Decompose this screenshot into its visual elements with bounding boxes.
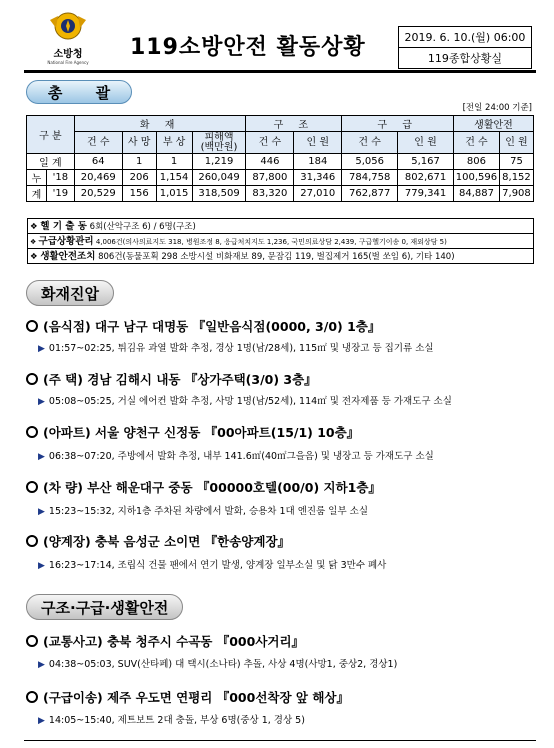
cell: 206	[122, 170, 156, 186]
note-life-safety: ❖ 생활안전조치 806건(동물포획 298 소방시설 비화재보 89, 문잠김 119, 벌집제거 165(벌 쏘임 6), 기타 140)	[28, 248, 533, 263]
incident-title: (음식점) 대구 남구 대명동 『일반음식점(0000, 3/0) 1층』	[26, 317, 380, 335]
agency-name: 소방청	[53, 49, 83, 60]
basis-note: [전일 24:00 기준]	[462, 103, 532, 113]
cell: 5,056	[342, 154, 398, 170]
page-title: 119소방안전 활동상황	[130, 35, 366, 60]
cell: 83,320	[246, 186, 294, 202]
incident-title: (아파트) 서울 양천구 신정동 『00아파트(15/1) 10층』	[26, 423, 359, 441]
cell: 8,152	[499, 170, 533, 186]
date-box	[398, 26, 532, 69]
footer-divider	[24, 740, 536, 741]
col-rescue-people: 인 원	[294, 132, 342, 154]
col-category: 구 분	[27, 116, 75, 154]
incident-title: (차 량) 부산 해운대구 중동 『00000호텔(00/0) 지하1층』	[26, 478, 381, 496]
incident-title: (양계장) 충북 음성군 소이면 『한송양계장』	[26, 532, 290, 550]
table-row	[27, 154, 534, 170]
cell: 84,887	[453, 186, 499, 202]
emblem-icon	[46, 8, 90, 44]
triangle-bullet-icon: ▶	[38, 716, 45, 726]
agency-name-en: National Fire Agency	[47, 60, 89, 65]
triangle-bullet-icon: ▶	[38, 397, 45, 407]
row-label: 계	[27, 186, 47, 202]
table-row	[27, 186, 534, 202]
incident-detail: ▶ 06:38~07:20, 주방에서 발화 추정, 내부 141.6㎡(40㎡그을음) 및 냉장고 등 가재도구 소실	[38, 451, 434, 462]
fire-section-badge: 화재진압	[26, 280, 114, 306]
note-helicopter: ❖ 헬 기 출 동 6회(산악구조 6) / 6명(구조)	[28, 218, 533, 233]
incident-title: (교통사고) 충북 청주시 수곡동 『000사거리』	[26, 632, 304, 650]
col-ems: 구 급	[342, 116, 454, 132]
triangle-bullet-icon: ▶	[38, 660, 45, 670]
cell: 779,341	[398, 186, 454, 202]
row-year: '19	[46, 186, 74, 202]
cell: 762,877	[342, 186, 398, 202]
cell: 318,509	[192, 186, 246, 202]
incident-detail: ▶ 04:38~05:03, SUV(산타페) 대 택시(소나타) 추돌, 사상 4명(사망1, 중상2, 경상1)	[38, 659, 398, 670]
col-life: 생활안전	[453, 116, 533, 132]
cell: 1	[122, 154, 156, 170]
cell: 7,908	[499, 186, 533, 202]
cell: 184	[294, 154, 342, 170]
summary-notes	[27, 218, 534, 264]
note-ems-management: ❖ 구급상황관리 4,006건(의사의료지도 318, 병원조정 8, 응급처치지도 1,236, 국민의료상담 2,439, 구급헬기이송 0, 재외상담 5)	[28, 233, 533, 248]
cell: 802,671	[398, 170, 454, 186]
cell: 1,219	[192, 154, 246, 170]
cell: 1,015	[156, 186, 192, 202]
cell: 5,167	[398, 154, 454, 170]
incident-detail: ▶ 14:05~15:40, 제트보트 2대 충돌, 부상 6명(중상 1, 경상 5)	[38, 715, 305, 726]
col-fire-deaths: 사 망	[122, 132, 156, 154]
col-fire-injured: 부 상	[156, 132, 192, 154]
cell: 31,346	[294, 170, 342, 186]
circle-icon	[26, 320, 38, 332]
report-date: 2019. 6. 10.(월) 06:00	[399, 27, 531, 48]
cell: 20,529	[74, 186, 122, 202]
cell: 87,800	[246, 170, 294, 186]
header-divider	[24, 70, 536, 73]
incident-detail: ▶ 16:23~17:14, 조립식 건물 팬에서 연기 발생, 양계장 일부소실 및 닭 3만수 폐사	[38, 560, 387, 571]
col-fire: 화 재	[74, 116, 246, 132]
triangle-bullet-icon: ▶	[38, 344, 45, 354]
cell: 27,010	[294, 186, 342, 202]
incident-detail: ▶ 15:23~15:32, 지하1층 주차된 차량에서 발화, 승용차 1대 엔진룸 일부 소실	[38, 506, 369, 517]
table-subheader-row	[27, 132, 534, 154]
summary-table	[26, 115, 534, 202]
circle-icon	[26, 373, 38, 385]
circle-icon	[26, 635, 38, 647]
triangle-bullet-icon: ▶	[38, 507, 45, 517]
col-ems-people: 인 원	[398, 132, 454, 154]
incident-title: (구급이송) 제주 우도면 연평리 『000선착장 앞 해상』	[26, 688, 349, 706]
row-label: 일 계	[27, 154, 75, 170]
col-life-people: 인 원	[499, 132, 533, 154]
circle-icon	[26, 535, 38, 547]
cell: 156	[122, 186, 156, 202]
circle-icon	[26, 691, 38, 703]
col-ems-cases: 건 수	[342, 132, 398, 154]
circle-icon	[26, 426, 38, 438]
circle-icon	[26, 481, 38, 493]
rescue-section-badge: 구조·구급·생활안전	[26, 594, 183, 620]
row-label: 누	[27, 170, 47, 186]
report-dept: 119종합상황실	[427, 52, 503, 65]
cell: 1	[156, 154, 192, 170]
col-rescue: 구 조	[246, 116, 342, 132]
col-fire-cases: 건 수	[74, 132, 122, 154]
col-fire-damage: 피해액 (백만원)	[192, 132, 246, 154]
table-header-row	[27, 116, 534, 132]
cell: 75	[499, 154, 533, 170]
cell: 446	[246, 154, 294, 170]
row-year: '18	[46, 170, 74, 186]
triangle-bullet-icon: ▶	[38, 561, 45, 571]
cell: 260,049	[192, 170, 246, 186]
summary-badge: 총 괄	[26, 80, 132, 104]
triangle-bullet-icon: ▶	[38, 452, 45, 462]
cell: 1,154	[156, 170, 192, 186]
col-rescue-cases: 건 수	[246, 132, 294, 154]
incident-title: (주 택) 경남 김해시 내동 『상가주택(3/0) 3층』	[26, 370, 317, 388]
cell: 784,758	[342, 170, 398, 186]
cell: 20,469	[74, 170, 122, 186]
incident-detail: ▶ 05:08~05:25, 거실 에어컨 발화 추정, 사망 1명(남/52세), 114㎡ 및 전자제품 등 가재도구 소실	[38, 396, 452, 407]
col-life-cases: 건 수	[453, 132, 499, 154]
cell: 806	[453, 154, 499, 170]
cell: 100,596	[453, 170, 499, 186]
agency-logo	[40, 8, 96, 66]
incident-detail: ▶ 01:57~02:25, 튀김유 과열 발화 추정, 경상 1명(남/28세), 115㎡ 및 냉장고 등 집기류 소실	[38, 343, 434, 354]
cell: 64	[74, 154, 122, 170]
table-row	[27, 170, 534, 186]
